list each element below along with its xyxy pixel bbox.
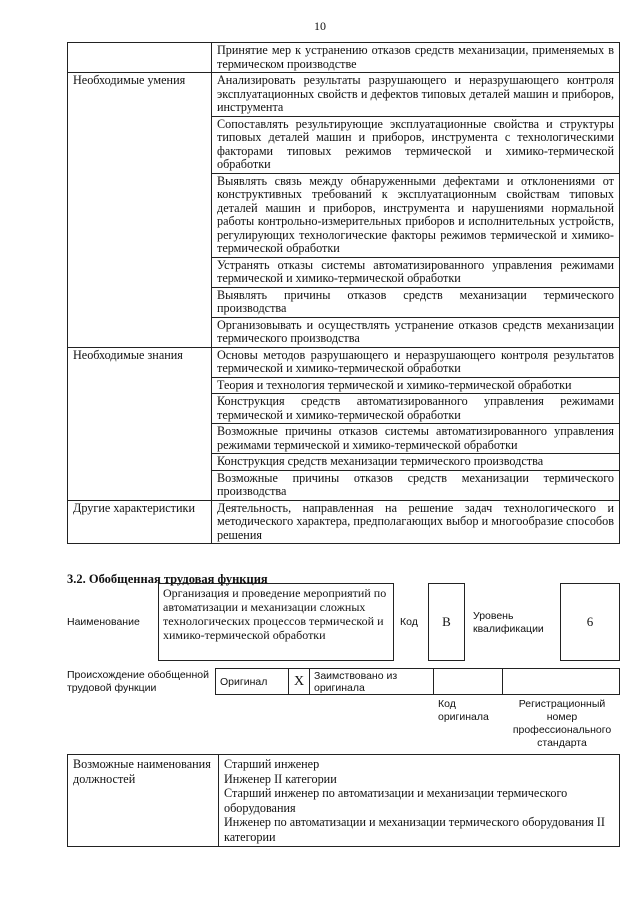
- row-item-text: Выявлять связь между обнаруженными дефектами и отклонениями от конструктивных требований к эксплуатационным свойствам типовых деталей машин и приборов, инструмента и нарушениями нормальной работы контрольно-измерительных приборов и исполнительных устройств, регулирующих технологические факторы режимов термической и химико-термической обработки: [212, 173, 620, 257]
- row-item-text: Выявлять причины отказов средств механизации термического производства: [212, 287, 620, 317]
- row-item-text: Возможные причины отказов средств механизации термического производства: [212, 470, 620, 500]
- table-row: [68, 347, 620, 377]
- row-category: Необходимые знания: [68, 347, 212, 500]
- positions-table: [67, 754, 620, 847]
- origin-label: Происхождение обобщенной трудовой функции: [67, 669, 209, 694]
- level-label: Уровень квалификации: [473, 610, 544, 635]
- row-item-text: Конструкция средств автоматизированного управления режимами термической и химико-термической обработки: [212, 394, 620, 424]
- row-item-text: Конструкция средств механизации термического производства: [212, 454, 620, 471]
- code-original-cell: [434, 669, 503, 695]
- row-item-text: Теория и технология термической и химико-термической обработки: [212, 377, 620, 394]
- row-item-text: Принятие мер к устранению отказов средств механизации, применяемых в термическом производстве: [212, 43, 620, 73]
- row-item-text: Основы методов разрушающего и неразрушающего контроля результатов термической и химико-термической обработки: [212, 347, 620, 377]
- positions-list: [219, 755, 620, 847]
- borrowed-label: Заимствовано из оригинала: [310, 669, 434, 695]
- row-item-text: Возможные причины отказов системы автоматизированного управления режимами термической и химико-термической обработки: [212, 424, 620, 454]
- row-item-text: Организовывать и осуществлять устранение отказов средств механизации термического производства: [212, 317, 620, 347]
- code-box: [428, 583, 465, 661]
- skills-knowledge-table: [67, 42, 620, 544]
- position-item: Инженер по автоматизации и механизации термического оборудования II категории: [224, 815, 605, 844]
- row-item-text: Деятельность, направленная на решение задач технологического и методического характера, предполагающих выбор и многообразие способов решения: [212, 500, 620, 544]
- row-item-text: Анализировать результаты разрушающего и неразрушающего контроля эксплуатационных свойств и дефектов типовых деталей машин и приборов, инструмента: [212, 73, 620, 117]
- reg-number-caption: Регистрационный номер профессионального стандарта: [512, 698, 612, 749]
- code-label: Код: [400, 616, 418, 628]
- position-item: Инженер II категории: [224, 771, 337, 786]
- table-row: [68, 500, 620, 544]
- row-category: Необходимые умения: [68, 73, 212, 348]
- page-number: 10: [314, 19, 326, 33]
- position-item: Старший инженер по автоматизации и механизации термического оборудования: [224, 786, 568, 815]
- level-value: 6: [586, 614, 594, 629]
- row-category: Другие характеристики: [68, 500, 212, 544]
- table-row: [68, 43, 620, 73]
- function-name-value: Организация и проведение мероприятий по автоматизации и механизации сложных технологических процессов термической и химико-термической обработки: [163, 586, 387, 642]
- section-heading: 3.2. Обобщенная трудовая функция: [67, 572, 268, 586]
- level-box: [560, 583, 620, 661]
- reg-number-cell: [503, 669, 620, 695]
- name-label: Наименование: [67, 616, 140, 628]
- table-row: [68, 73, 620, 117]
- origin-table: [215, 668, 620, 695]
- original-label: Оригинал: [216, 669, 289, 695]
- code-value: B: [442, 614, 451, 629]
- positions-label: Возможные наименования должностей: [68, 755, 219, 847]
- original-mark: X: [289, 669, 310, 695]
- row-category: [68, 43, 212, 73]
- row-item-text: Сопоставлять результирующие эксплуатационные свойства и структуры типовых деталей машин и приборов, инструмента с технологическими факторами типовых режимов термической и химико-термической обработки: [212, 116, 620, 173]
- row-item-text: Устранять отказы системы автоматизированного управления режимами термической и химико-термической обработки: [212, 257, 620, 287]
- code-original-caption: Код оригинала: [438, 698, 489, 723]
- position-item: Старший инженер: [224, 757, 320, 771]
- function-name-box: [158, 583, 394, 661]
